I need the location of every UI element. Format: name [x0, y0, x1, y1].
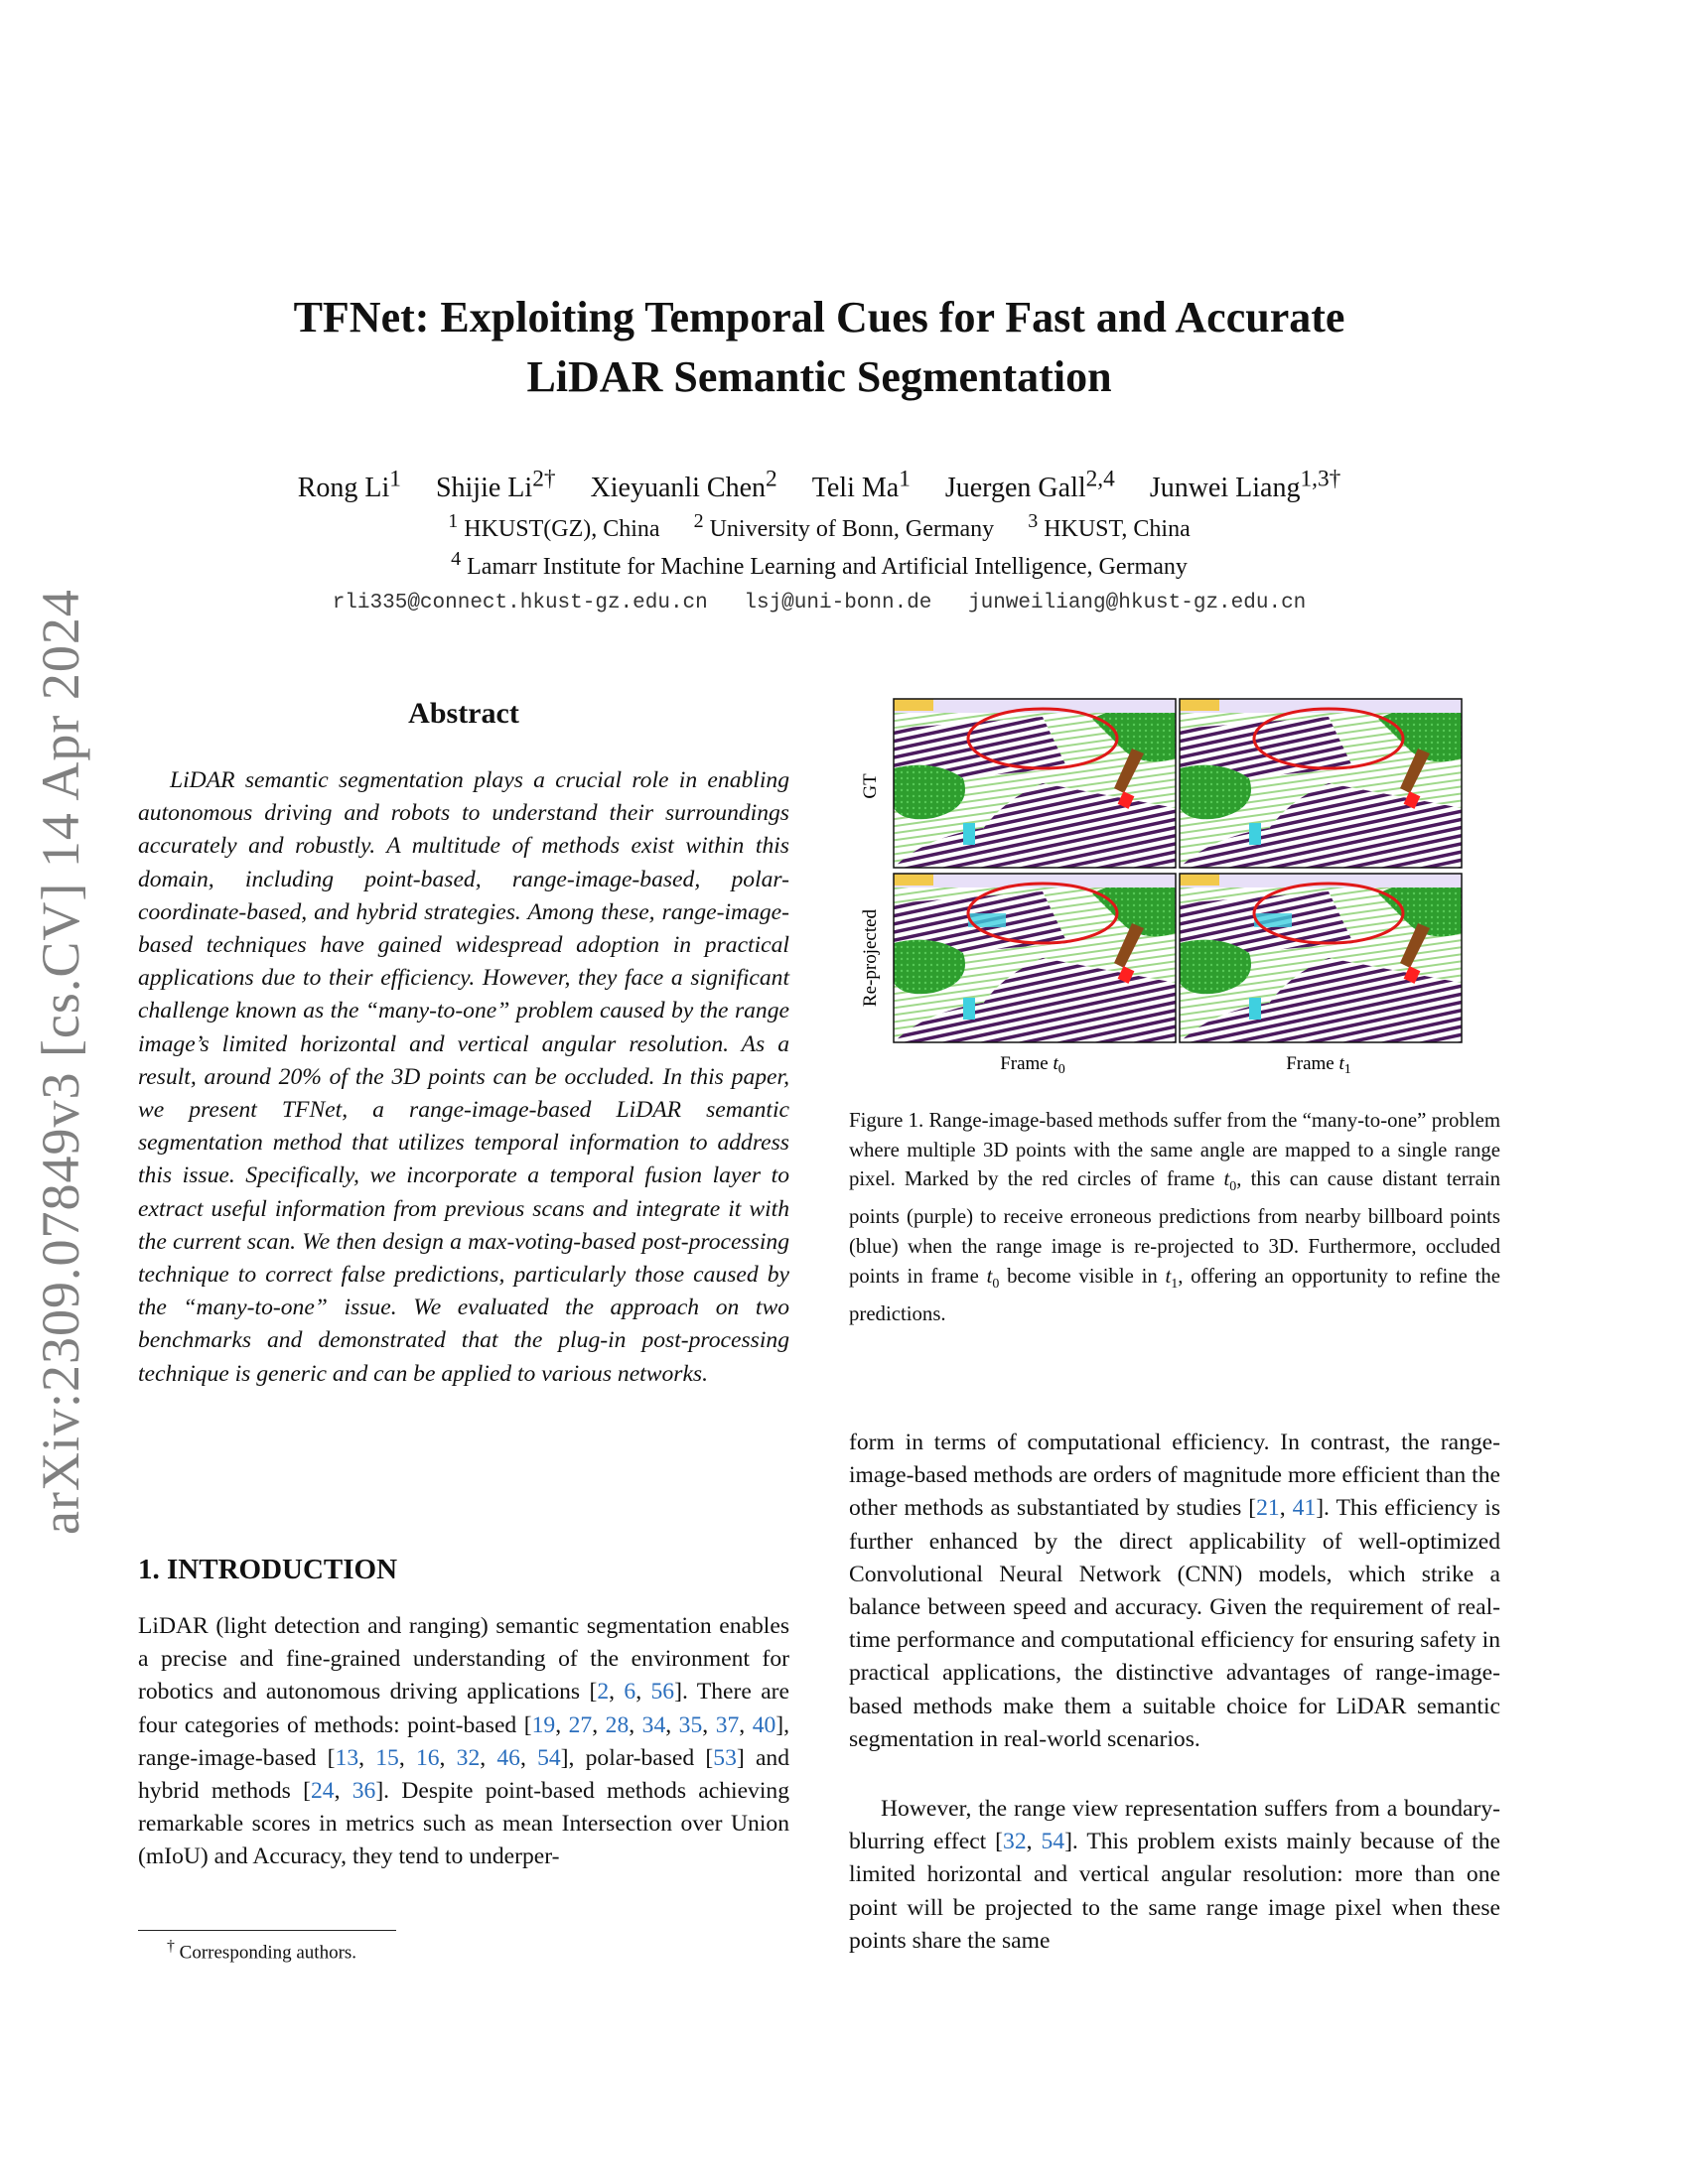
text-run: LiDAR (light detection and ranging) semantic segmentation enables a precise and fine-grained understanding of the environment for robotics and autonomous driving applications [ [138, 1613, 789, 1706]
text-run: , [1026, 1829, 1042, 1855]
col-label-frame-t1: Frame $t_1$ [1286, 1053, 1351, 1077]
author-list [0, 467, 1638, 504]
citation-link[interactable]: 54 [1041, 1829, 1065, 1855]
affiliations-line-1 [0, 510, 1638, 543]
abstract-heading: Abstract [408, 697, 519, 730]
billboard-region [1249, 823, 1261, 845]
paper-title [0, 288, 1638, 407]
title-line-1: TFNet: Exploiting Temporal Cues for Fast and Accurate [293, 293, 1345, 341]
text-run: , [592, 1711, 606, 1738]
right-column-paragraph-2 [849, 1793, 1500, 1958]
row-label-reprojected: Re-projected [860, 908, 881, 1008]
citation-link[interactable]: 32 [456, 1744, 481, 1771]
affiliation: $^1$ HKUST(GZ), China [448, 510, 660, 542]
right-column-paragraph-1 [849, 1427, 1500, 1756]
billboard-region [963, 998, 975, 1020]
panel-reprojected-t1 [1180, 874, 1462, 1042]
citation-link[interactable]: 13 [335, 1744, 359, 1771]
title-line-2: LiDAR Semantic Segmentation [526, 352, 1112, 401]
citation-link[interactable]: 15 [375, 1744, 399, 1771]
text-run: , [555, 1711, 569, 1738]
text-run: ]. Despite point-based methods achieving remarkable scores in metrics such as mean Intersection over Union (mIoU) and Accuracy, they tend to underper- [138, 1778, 789, 1870]
text-run: , [629, 1711, 642, 1738]
abstract-text: LiDAR semantic segmentation plays a crucial role in enabling autonomous driving and robots to understand their surroundings accurately and robustly. A multitude of methods exist within this domain, including point-based, range-image-based, polar-coordinate-based, and hybrid strategies. Among these, range-image-based techniques have gained widespread adoption in practical applications due to their efficiency. However, they face a significant challenge known as the “many-to-one” problem caused by the range image’s limited horizontal and vertical angular resolution. As a result, around 20% of the 3D points can be occluded. In this paper, we present TFNet, a range-image-based LiDAR semantic segmentation method that utilizes temporal information to address this issue. Specifically, we incorporate a temporal fusion layer to extract useful information from previous scans and integrate it with the current scan. We then design a max-voting-based post-processing technique to correct false predictions, particularly those caused by the “many-to-one” issue. We evaluated the approach on two benchmarks and demonstrated that the plug-in post-processing technique is generic and can be applied to various networks. [138, 767, 789, 1387]
panel-gt-t0 [894, 699, 1176, 868]
billboard-region [1249, 998, 1261, 1020]
email-link[interactable]: lsj@uni-bonn.de [744, 592, 932, 614]
panel-gt-t1 [1180, 699, 1462, 868]
author: Xieyuanli Chen$^2$ [590, 467, 777, 504]
text-run: , [334, 1778, 352, 1805]
citation-link[interactable]: 53 [713, 1744, 737, 1771]
email-link[interactable]: rli335@connect.hkust-gz.edu.cn [332, 592, 708, 614]
row-label-gt: GT [860, 773, 881, 799]
text-run: , [1279, 1495, 1293, 1522]
citation-link[interactable]: 40 [752, 1711, 776, 1738]
text-run: , [609, 1679, 625, 1706]
text-run: , [480, 1744, 497, 1771]
author-emails [0, 592, 1638, 614]
citation-link[interactable]: 54 [537, 1744, 561, 1771]
panel-reprojected-t0 [894, 874, 1176, 1042]
text-run: , [739, 1711, 753, 1738]
text-run: , [635, 1679, 651, 1706]
citation-link[interactable]: 36 [352, 1778, 376, 1805]
affiliation: $^2$ University of Bonn, Germany [693, 510, 995, 542]
citation-link[interactable]: 46 [496, 1744, 520, 1771]
text-run: , [398, 1744, 416, 1771]
affiliation: $^3$ HKUST, China [1028, 510, 1191, 542]
text-run: ], range-image-based [ [138, 1711, 790, 1771]
citation-link[interactable]: 35 [678, 1711, 703, 1738]
author: Rong Li$^1$ [297, 467, 401, 504]
author: Shijie $Li^{2\dagger}$ [435, 467, 556, 504]
text-run: ] and hybrid methods [ [138, 1744, 790, 1805]
citation-link[interactable]: 34 [641, 1711, 666, 1738]
affiliations-line-2: $^4$ Lamarr Institute for Machine Learning and Artificial Intelligence, Germany [451, 548, 1188, 580]
author: Junwei Liang$^{1,3\dagger}$ [1149, 467, 1341, 504]
arxiv-identifier: arXiv:2309.07849v3 [cs.CV] 14 Apr 2024 [31, 589, 90, 1535]
email-link[interactable]: junweiliang@hkust-gz.edu.cn [968, 592, 1307, 614]
citation-link[interactable]: 27 [568, 1711, 593, 1738]
figure-1 [860, 695, 1499, 1082]
citation-link[interactable]: 56 [650, 1679, 675, 1706]
text-run: ]. This problem exists mainly because of the limited horizontal and vertical angular resolution: more than one point will be projected to the same range image pixel when these points share the same [849, 1829, 1500, 1954]
citation-link[interactable]: 28 [605, 1711, 630, 1738]
text-run: However, the range view representation suffers from a boundary-blurring effect [ [849, 1796, 1500, 1855]
text-run: , [358, 1744, 376, 1771]
figure-1-caption: Figure 1. Range-image-based methods suffer from the “many-to-one” problem where multiple 3D points with the same angle are mapped to a single range pixel. Marked by the red circles of frame $t_0$, this can cause distant terrain points (purple) to receive erroneous predictions from nearby billboard points (blue) when the range image is re-projected to 3D. Furthermore, occluded points in frame $t_0$ become visible in $t_1$, offering an opportunity to refine the predictions. [849, 1109, 1501, 1325]
billboard-region [963, 823, 975, 845]
text-run: form in terms of computational efficiency. In contrast, the range-image-based methods are orders of magnitude more efficient than the other methods as substantiated by studies [ [849, 1430, 1500, 1522]
col-label-frame-t0: Frame $t_0$ [1000, 1053, 1065, 1077]
citation-link[interactable]: 37 [715, 1711, 740, 1738]
footnote: † Corresponding authors. [167, 1938, 357, 1964]
text-run: ]. There are four categories of methods: point-based [ [138, 1679, 789, 1738]
text-run: , [665, 1711, 679, 1738]
author: Teli Ma$^1$ [811, 467, 911, 504]
text-run: ]. This efficiency is further enhanced by the direct applicability of well-optimized Convolutional Neural Network (CNN) models, which strike a balance between speed and accuracy. Given the requirement of real-time performance and computational efficiency for ensuring safety in practical applications, the distinctive advantages of range-image-based methods make them a suitable choice for LiDAR semantic segmentation in real-world scenarios. [849, 1495, 1501, 1752]
citation-link[interactable]: 2 [597, 1679, 610, 1706]
citation-link[interactable]: 24 [310, 1778, 335, 1805]
citation-link[interactable]: 32 [1003, 1829, 1027, 1855]
introduction-paragraph [138, 1610, 789, 1874]
author: Juergen Gall$^{2,4}$ [944, 467, 1115, 504]
text-run: , [439, 1744, 457, 1771]
footnote-divider [138, 1930, 396, 1931]
citation-link[interactable]: 19 [531, 1711, 556, 1738]
text-run: , [519, 1744, 538, 1771]
section-heading-introduction: 1. INTRODUCTION [138, 1554, 398, 1585]
citation-link[interactable]: 6 [624, 1679, 636, 1706]
citation-link[interactable]: 16 [415, 1744, 440, 1771]
citation-link[interactable]: 41 [1292, 1495, 1317, 1522]
text-run: , [702, 1711, 716, 1738]
text-run: ], polar-based [ [560, 1744, 714, 1771]
citation-link[interactable]: 21 [1256, 1495, 1280, 1522]
